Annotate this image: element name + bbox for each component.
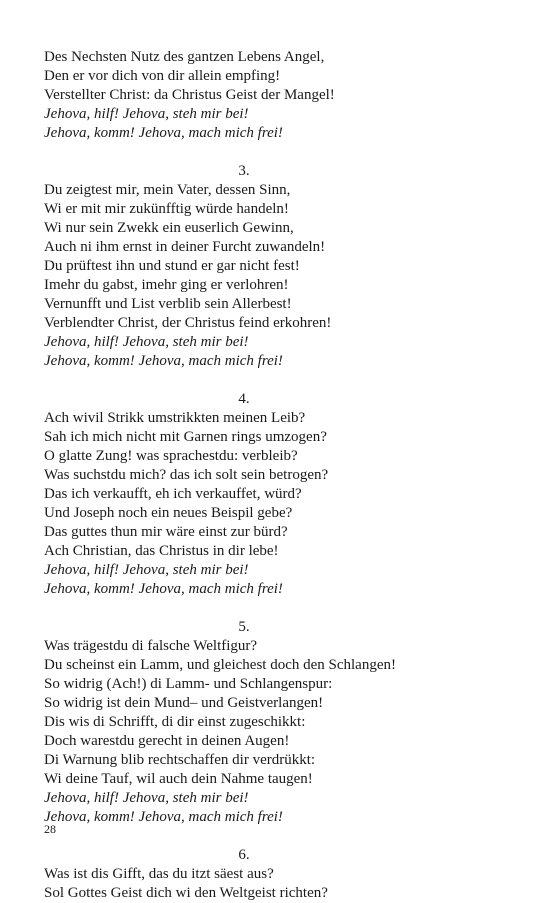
page-number: 28 — [44, 822, 56, 836]
verse-line: Vernunfft und List verblib sein Allerbest! — [44, 296, 292, 312]
verse-line: Den er vor dich von dir allein empfing! — [44, 68, 281, 84]
verse-line: Das ich verkaufft, eh ich verkauffet, würd? — [44, 486, 302, 502]
refrain-line: Jehova, komm! Jehova, mach mich frei! — [44, 581, 283, 597]
verse-line: Dis wis di Schrifft, di dir einst zugeschikkt: — [44, 714, 306, 730]
verse-line: Wi deine Tauf, wil auch dein Nahme taugen! — [44, 771, 313, 787]
verse-line: Und Joseph noch ein neues Beispil gebe? — [44, 505, 293, 521]
verse-line: Di Warnung blib rechtschaffen dir verdrükkt: — [44, 752, 316, 768]
verse-line: Auch ni ihm ernst in deiner Furcht zuwandeln! — [44, 239, 326, 255]
refrain-line: Jehova, komm! Jehova, mach mich frei! — [44, 125, 283, 141]
verse-line: Des Nechsten Nutz des gantzen Lebens Angel, — [44, 49, 325, 65]
verse-line: Wi nur sein Zwekk ein euserlich Gewinn, — [44, 220, 294, 236]
verse-line: Du zeigtest mir, mein Vater, dessen Sinn, — [44, 182, 291, 198]
verse-line: Du scheinst ein Lamm, und gleichest doch den Schlangen! — [44, 657, 396, 673]
refrain-line: Jehova, komm! Jehova, mach mich frei! — [44, 353, 283, 369]
stanza — [44, 390, 514, 599]
stanza-number: 4. — [238, 391, 250, 407]
verse-line: Was ist dis Gifft, das du itzt säest aus? — [44, 866, 274, 882]
stanza — [44, 48, 514, 143]
stanza — [44, 618, 514, 827]
stanza-number: 3. — [238, 163, 250, 179]
verse-line: Verstellter Christ: da Christus Geist der Mangel! — [44, 87, 335, 103]
verse-line: So widrig (Ach!) di Lamm- und Schlangenspur: — [44, 676, 333, 692]
stanza — [44, 846, 514, 903]
verse-line: Was trägestdu di falsche Weltfigur? — [44, 638, 258, 654]
poem-body — [44, 48, 514, 903]
verse-line: Was suchstdu mich? das ich solt sein betrogen? — [44, 467, 329, 483]
stanza-number: 6. — [238, 847, 250, 863]
verse-line: Du prüftest ihn und stund er gar nicht fest! — [44, 258, 300, 274]
verse-line: O glatte Zung! was sprachestdu: verbleib? — [44, 448, 298, 464]
stanza-number: 5. — [238, 619, 250, 635]
stanza — [44, 162, 514, 371]
verse-line: Sah ich mich nicht mit Garnen rings umzogen? — [44, 429, 327, 445]
verse-line: Das guttes thun mir wäre einst zur bürd? — [44, 524, 288, 540]
verse-line: Wi er mit mir zukünfftig würde handeln! — [44, 201, 289, 217]
refrain-line: Jehova, hilf! Jehova, steh mir bei! — [44, 334, 249, 350]
verse-line: Sol Gottes Geist dich wi den Weltgeist richten? — [44, 885, 328, 901]
verse-line: Doch warestdu gerecht in deinen Augen! — [44, 733, 290, 749]
refrain-line: Jehova, komm! Jehova, mach mich frei! — [44, 809, 283, 825]
verse-line: Ach wivil Strikk umstrikkten meinen Leib? — [44, 410, 306, 426]
verse-line: So widrig ist dein Mund– und Geistverlangen! — [44, 695, 324, 711]
verse-line: Imehr du gabst, imehr ging er verlohren! — [44, 277, 289, 293]
refrain-line: Jehova, hilf! Jehova, steh mir bei! — [44, 106, 249, 122]
verse-line: Ach Christian, das Christus in dir lebe! — [44, 543, 279, 559]
refrain-line: Jehova, hilf! Jehova, steh mir bei! — [44, 562, 249, 578]
refrain-line: Jehova, hilf! Jehova, steh mir bei! — [44, 790, 249, 806]
verse-line: Verblendter Christ, der Christus feind erkohren! — [44, 315, 332, 331]
